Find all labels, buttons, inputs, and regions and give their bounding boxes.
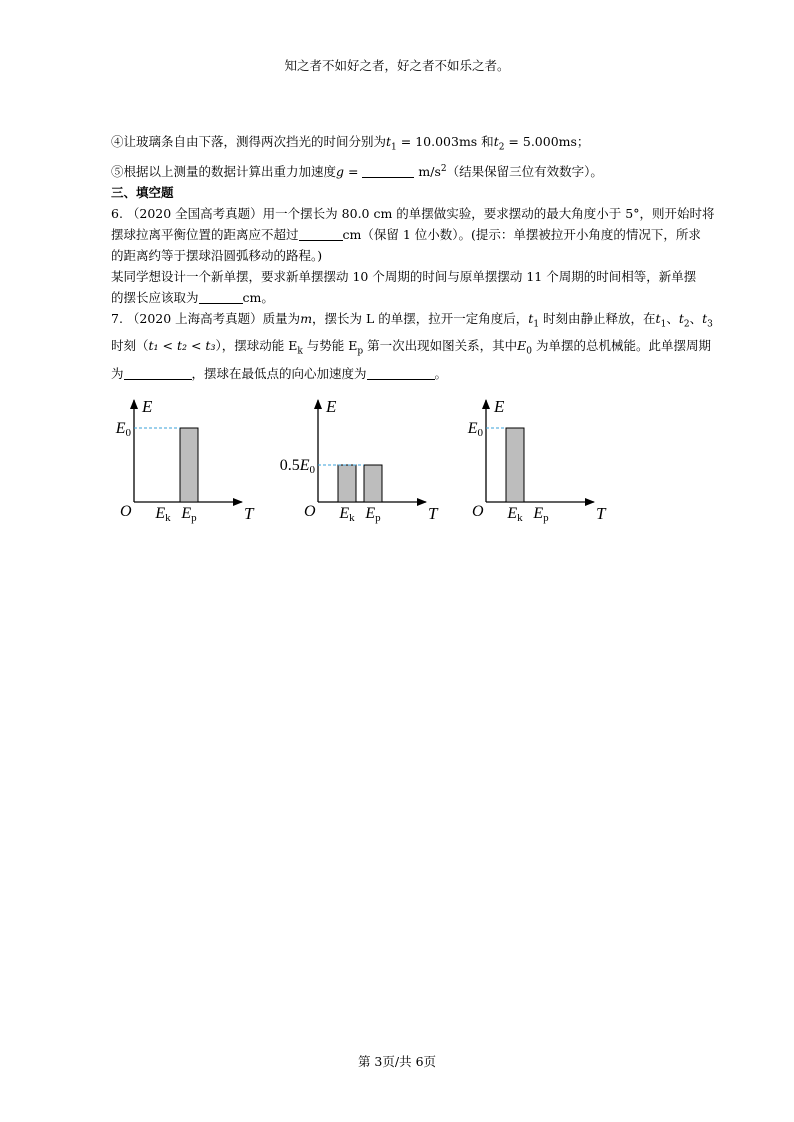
document-body <box>111 131 715 384</box>
q7-line-3: 为 ，摆球在最低点的向心加速度为 。 <box>111 365 448 381</box>
answer-blank-q6-1[interactable] <box>299 227 343 241</box>
q7-line-2: 时刻（t₁ < t₂ < t₃），摆球动能 $E_k$ 与势能 $E_p$ 第一次出现如图关系，其中$E_0$ 为单摆的总机械能。此单摆周期 <box>111 338 711 357</box>
energy-bar-charts <box>110 392 610 532</box>
x-axis-arrow-2 <box>585 498 595 506</box>
origin-label-2: O <box>472 503 484 520</box>
answer-blank-g[interactable] <box>362 164 414 178</box>
page-header: 知之者不如好之者，好之者不如乐之者。 <box>284 58 510 73</box>
bar-ep-1 <box>364 465 382 502</box>
page-footer: 第 3页/共 6页 <box>357 1054 437 1069</box>
q6-line-2: 摆球拉离平衡位置的距离应不超过 cm（保留 1 位小数）。(提示：单摆被拉开小角度的情况下，所求 <box>111 226 701 242</box>
category-label-ep-0: Ep <box>181 505 197 524</box>
y-tick-label-1: 0.5E0 <box>279 457 315 476</box>
y-axis-label-2: E <box>494 397 505 416</box>
q6-line-5: 的摆长应该取为 cm。 <box>111 289 274 305</box>
y-tick-label-0: E0 <box>115 420 131 439</box>
bar-ep-0 <box>180 428 198 502</box>
origin-label-0: O <box>120 503 132 520</box>
section-title: 三、填空题 <box>111 184 174 200</box>
category-label-ep-2: Ep <box>533 505 549 524</box>
answer-blank-q7-2[interactable] <box>367 366 435 380</box>
category-label-ek-0: Ek <box>155 505 171 524</box>
q6-line-4: 某同学想设计一个新单摆，要求新单摆摆动 10 个周期的时间与原单摆摆动 11 个周期的时间相等，新单摆 <box>111 268 697 284</box>
y-axis-arrow-0 <box>130 399 138 409</box>
q7-line-1: 7. （2020 上海高考真题）质量为m，摆长为 L 的单摆，拉开一定角度后，$t_1$ 时刻由静止释放，在$t_1$、$t_2$、$t_3$ <box>111 310 713 330</box>
y-axis-label-1: E <box>326 397 337 416</box>
origin-label-1: O <box>304 503 316 520</box>
answer-blank-q6-2[interactable] <box>199 290 243 304</box>
y-axis-arrow-2 <box>482 399 490 409</box>
q6-line-3: 的距离约等于摆球沿圆弧移动的路程。) <box>111 247 323 263</box>
y-axis-arrow-1 <box>314 399 322 409</box>
bar-ek-2 <box>506 428 524 502</box>
energy-charts-svg <box>110 392 610 532</box>
category-label-ek-2: Ek <box>507 505 523 524</box>
x-axis-arrow-0 <box>233 498 243 506</box>
x-axis-label-2: T <box>596 504 606 523</box>
answer-blank-q7-1[interactable] <box>124 366 192 380</box>
q6-line-1: 6. （2020 全国高考真题）用一个摆长为 80.0 cm 的单摆做实验，要求摆动的最大角度小于 5°，则开始时将 <box>111 205 715 221</box>
x-axis-arrow-1 <box>417 498 427 506</box>
step-4-line: ④让玻璃条自由下落，测得两次挡光的时间分别为$t_1 = 10.003ms$ 和$t_2 = 5.000ms$； <box>111 134 590 153</box>
category-label-ek-1: Ek <box>339 505 355 524</box>
step-5-line: ⑤根据以上测量的数据计算出重力加速度$g = m/s^2$（结果保留三位有效数字）。 <box>111 163 603 179</box>
x-axis-label-1: T <box>428 504 438 523</box>
category-label-ep-1: Ep <box>365 505 381 524</box>
y-axis-label-0: E <box>142 397 153 416</box>
bar-ek-1 <box>338 465 356 502</box>
y-tick-label-2: E0 <box>467 420 483 439</box>
x-axis-label-0: T <box>244 504 254 523</box>
